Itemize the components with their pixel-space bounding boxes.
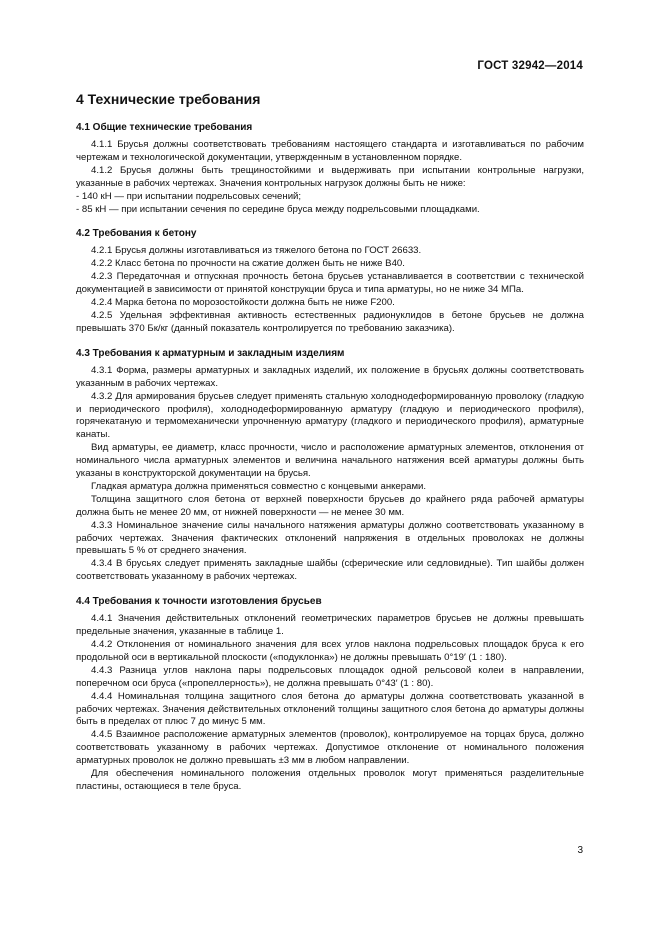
paragraph: 4.4.4 Номинальная толщина защитного слоя бетона до арматуры должна соответствовать указанной в рабочих чертежах. Значения действительных отклонений толщины защитного слоя бетона до арматуры должны быть в пределах от плюс 7 до минус 5 мм. (76, 690, 584, 728)
paragraph: 4.3.4 В брусьях следует применять закладные шайбы (сферические или седловидные). Тип шайбы должен соответствовать указанному в рабочих чертежах. (76, 558, 584, 583)
paragraph: Толщина защитного слоя бетона от верхней поверхности брусьев до крайнего ряда рабочей арматуры должна быть не менее 20 мм, от нижней поверхности — не менее 30 мм. (76, 493, 584, 518)
paragraph: 4.2.2 Класс бетона по прочности на сжатие должен быть не ниже В40. (91, 258, 405, 270)
paragraph: 4.2.1 Брусья должны изготавливаться из тяжелого бетона по ГОСТ 26633. (91, 245, 422, 257)
paragraph: Гладкая арматура должна применяться совместно с концевыми анкерами. (91, 480, 427, 492)
paragraph: 4.4.1 Значения действительных отклонений геометрических параметров брусьев не должны превышать предельные значения, указанные в таблице 1. (76, 613, 584, 638)
paragraph: Вид арматуры, ее диаметр, класс прочности, число и расположение арматурных элементов, отклонения от номинального числа арматурных элементов и величина начального натяжения всей арматуры должны быть указаны в конструкторской документации на брусья. (76, 442, 584, 480)
paragraph: 4.4.5 Взаимное расположение арматурных элементов (проволок), контролируемое на торцах бруса, должно соответствовать указанному в рабочих чертежах. Допустимое отклонение от номинального положения арматурных проволок не должно превышать ±3 мм в любом направлении. (76, 729, 584, 767)
subsection-title: 4.4 Требования к точности изготовления брусьев (76, 596, 322, 608)
subsection-title: 4.1 Общие технические требования (76, 122, 253, 133)
page-content (76, 90, 584, 794)
subsections (76, 121, 584, 794)
subsection-title: 4.2 Требования к бетону (76, 228, 197, 240)
paragraph: 4.3.1 Форма, размеры арматурных и закладных изделий, их положение в брусьях должны соответствовать указанным в рабочих чертежах. (76, 364, 584, 389)
paragraph: Для обеспечения номинального положения отдельных проволок могут применяться разделительные пластины, остающиеся в теле бруса. (76, 768, 584, 792)
section-title: 4 Технические требования (76, 91, 261, 107)
page-number: 3 (577, 845, 583, 856)
paragraph: 4.2.4 Марка бетона по морозостойкости должна быть не ниже F200. (91, 297, 395, 309)
list-item: - 85 кН — при испытании сечения по середине бруса между подрельсовыми площадками. (76, 203, 480, 215)
paragraph: 4.2.3 Передаточная и отпускная прочность бетона брусьев устанавливается в соответствии с технической документацией в зависимости от принятой конструкции бруса и типа арматуры, но не ниже 34 МПа. (76, 271, 584, 296)
subsection-title: 4.3 Требования к арматурным и закладным изделиям (76, 347, 345, 359)
paragraph: 4.3.2 Для армирования брусьев следует применять стальную холоднодеформированную проволоку (гладкую и периодического профиля), холоднодеформированную арматуру (гладкую и периодического профиля), горячекатаную и термомеханически упрочненную арматуру (гладкого и периодического профиля), арматурные канаты. (76, 390, 584, 441)
paragraph: 4.2.5 Удельная эффективная активность естественных радионуклидов в бетоне брусьев не должна превышать 370 Бк/кг (данный показатель контролируется по требованию заказчика). (76, 309, 584, 334)
list-item: - 140 кН — при испытании подрельсовых сечений; (76, 190, 302, 202)
document-code: ГОСТ 32942—2014 (477, 60, 583, 72)
paragraph: 4.4.3 Разница углов наклона пары подрельсовых площадок одной рельсовой колеи в направлении, поперечном оси бруса («пропеллерность»), не должна превышать 0°43′ (1 : 80). (76, 664, 584, 689)
paragraph: 4.1.2 Брусья должны быть трещиностойкими и выдерживать при испытании контрольные нагрузки, указанные в рабочих чертежах. Значения контрольных нагрузок должны быть не ниже: (76, 164, 584, 189)
paragraph: 4.3.3 Номинальное значение силы начального натяжения арматуры должно соответствовать указанному в рабочих чертежах. Значения фактических отклонений напряжения в отдельных проволоках не должны превышать 5 % от среднего значения. (76, 519, 584, 557)
paragraph: 4.1.1 Брусья должны соответствовать требованиям настоящего стандарта и изготавливаться по рабочим чертежам и технологической документации, утвержденным в установленном порядке. (76, 139, 584, 163)
paragraph: 4.4.2 Отклонения от номинального значения для всех углов наклона подрельсовых площадок бруса к его продольной оси в вертикальной плоскости («подуклонка») не должны превышать 0°19′ (1 : 180). (76, 639, 584, 663)
